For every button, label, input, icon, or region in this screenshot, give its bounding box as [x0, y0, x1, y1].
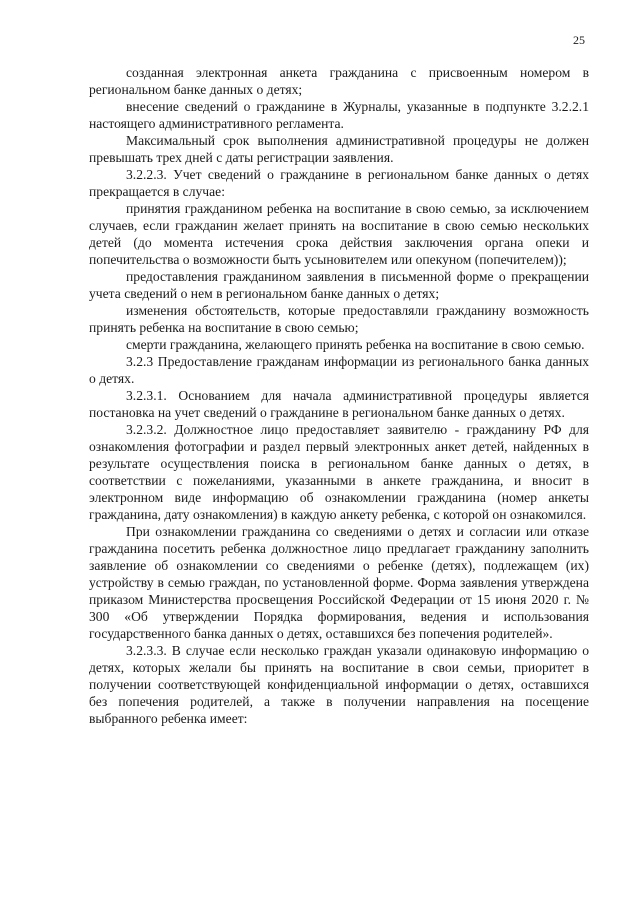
paragraph: 3.2.3.2. Должностное лицо предоставляет заявителю - гражданину РФ для ознакомления фотографии и раздел первый электронных анкет детей, найденных в результате осуществления поиска в региональном банке данных о детях, в соответствии с пожеланиями, указанными в анкете гражданина, и вносит в электронном виде информацию об ознакомлении гражданина (номер анкеты гражданина, дату ознакомления) в каждую анкету ребенка, с которой он ознакомился.	[89, 422, 589, 522]
paragraph: предоставления гражданином заявления в письменной форме о прекращении учета сведений о нем в региональном банке данных о детях;	[89, 269, 589, 301]
paragraph: 3.2.3.1. Основанием для начала административной процедуры является постановка на учет сведений о гражданине в региональном банке данных о детях.	[89, 388, 589, 420]
page-number: 25	[573, 33, 585, 47]
paragraph: принятия гражданином ребенка на воспитание в свою семью, за исключением случаев, если гражданин желает принять на воспитание в свою семью нескольких детей (до момента истечения срока действия заключения органа опеки и попечительства о возможности быть усыновителем или опекуном (попечителем));	[89, 201, 589, 267]
paragraph: Максимальный срок выполнения административной процедуры не должен превышать трех дней с даты регистрации заявления.	[89, 133, 589, 165]
paragraph: смерти гражданина, желающего принять ребенка на воспитание в свою семью.	[126, 337, 585, 352]
paragraph: 3.2.3.3. В случае если несколько граждан указали одинаковую информацию о детях, которых желали бы принять на воспитание в свои семьи, приоритет в получении соответствующей конфиденциальной информации о детях, оставшихся без попечения родителей, а также в получении направления на посещение выбранного ребенка имеет:	[89, 643, 589, 726]
paragraph: 3.2.2.3. Учет сведений о гражданине в региональном банке данных о детях прекращается в случае:	[89, 167, 589, 199]
paragraph: При ознакомлении гражданина со сведениями о детях и согласии или отказе гражданина посетить ребенка должностное лицо предлагает гражданину заполнить заявление об ознакомлении со сведениями о ребенке (детях), подлежащем (их) устройству в семью граждан, по установленной форме. Форма заявления утверждена приказом Министерства просвещения Российской Федерации от 15 июня 2020 г. № 300 «Об утверждении Порядка формирования, ведения и использования государственного банка данных о детях, оставшихся без попечения родителей».	[89, 524, 589, 641]
paragraph: созданная электронная анкета гражданина с присвоенным номером в региональном банке данных о детях;	[89, 65, 589, 97]
paragraph: изменения обстоятельств, которые предоставляли гражданину возможность принять ребенка на воспитание в свою семью;	[89, 303, 589, 335]
paragraph: 3.2.3 Предоставление гражданам информации из регионального банка данных о детях.	[89, 354, 589, 386]
paragraph: внесение сведений о гражданине в Журналы, указанные в подпункте 3.2.2.1 настоящего административного регламента.	[89, 99, 589, 131]
document-body	[89, 64, 589, 727]
